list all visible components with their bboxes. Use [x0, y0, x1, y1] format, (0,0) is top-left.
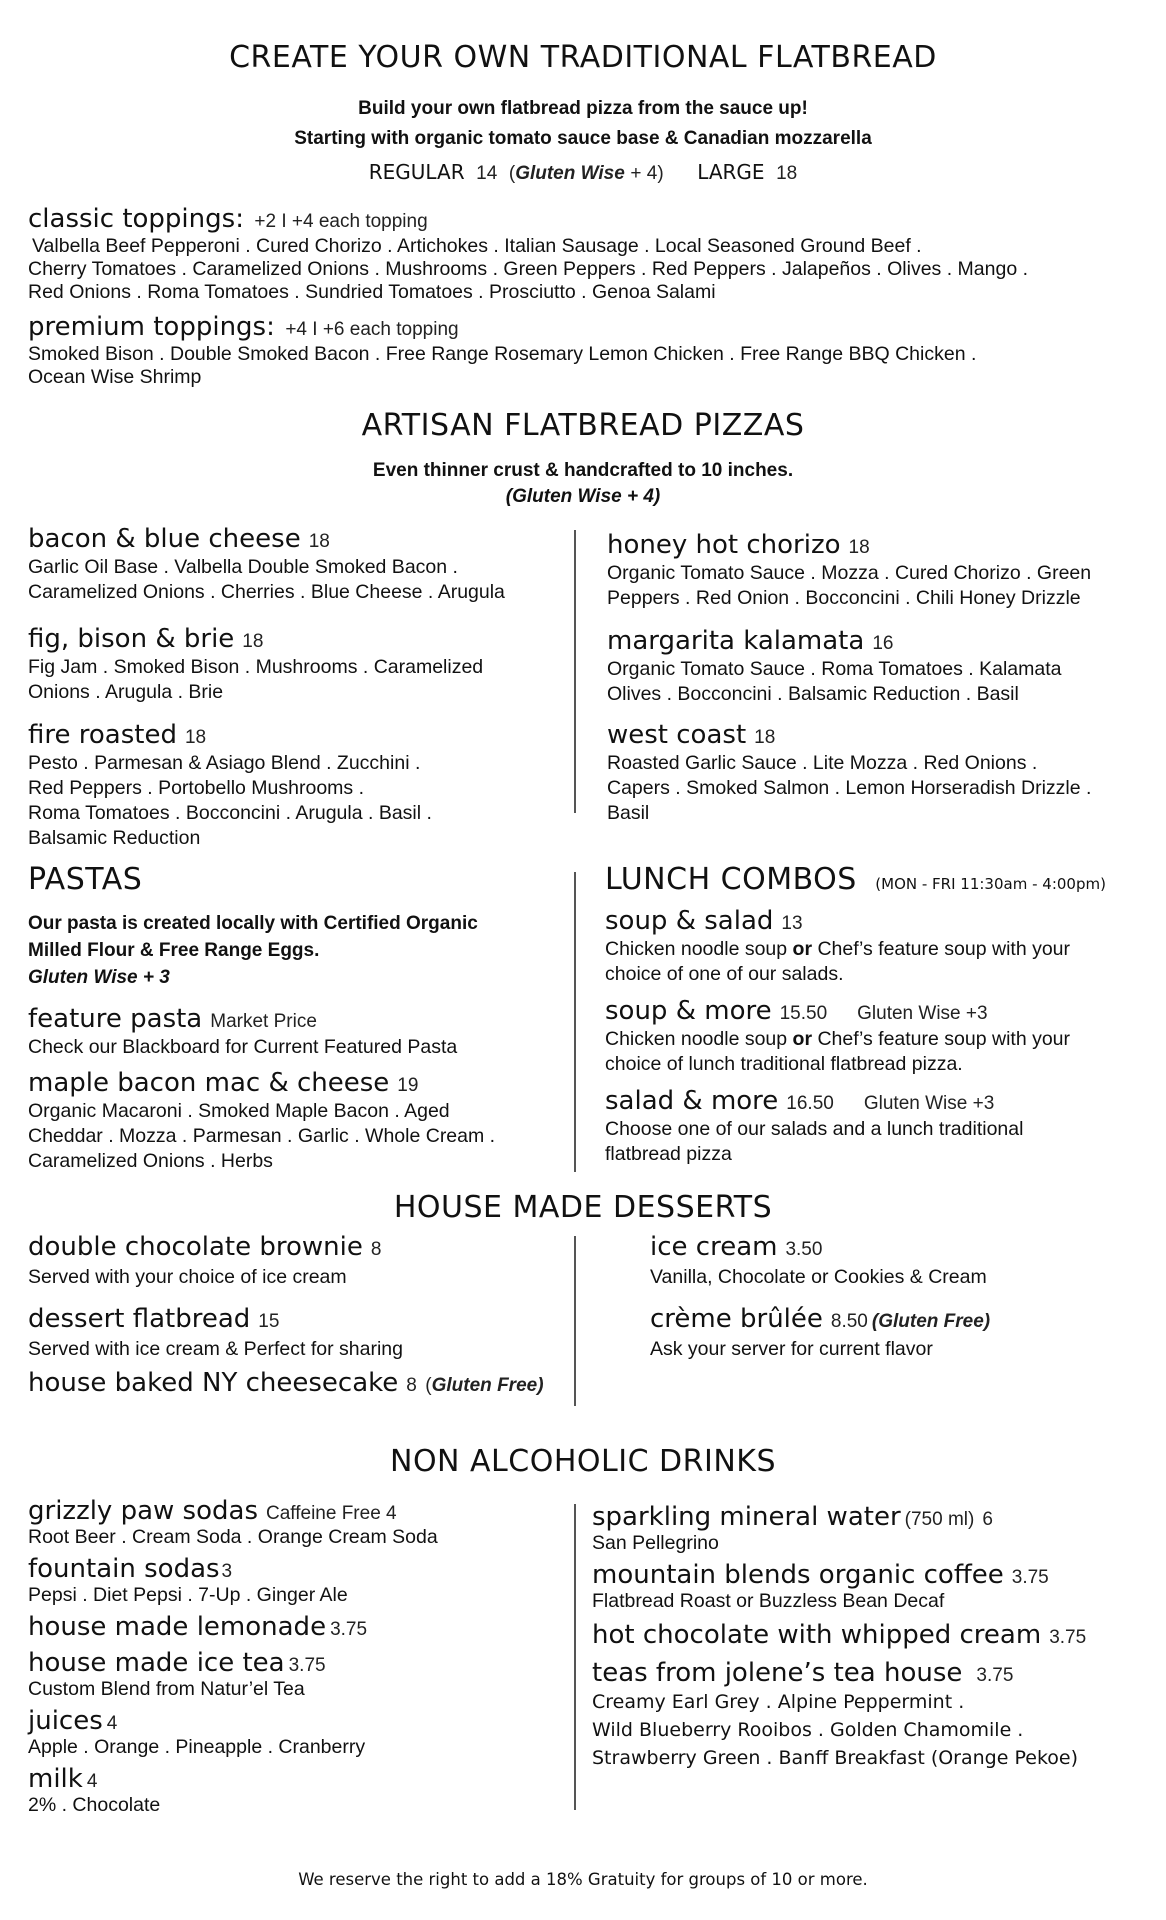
item-price: 18	[754, 727, 776, 748]
item-desc-line: Peppers . Red Onion . Bocconcini . Chili Honey Drizzle	[607, 587, 1081, 609]
classic-line-3: Red Onions . Roma Tomatoes . Sundried Tomatoes . Prosciutto . Genoa Salami	[28, 281, 716, 303]
drink-item-fountain-sodas	[28, 1554, 568, 1612]
lunch-hours: (MON - FRI 11:30am - 4:00pm)	[875, 875, 1106, 893]
item-desc-line: Roasted Garlic Sauce . Lite Mozza . Red Onions .	[607, 752, 1038, 774]
item-desc-line: Strawberry Green . Banff Breakfast (Orange Pekoe)	[592, 1747, 1078, 1769]
drink-item-lemonade	[28, 1612, 568, 1648]
item-price: 3	[221, 1561, 233, 1582]
drink-item-milk	[28, 1764, 568, 1822]
item-desc-line: Olives . Bocconcini . Balsamic Reduction . Basil	[607, 683, 1019, 705]
item-name: mountain blends organic coffee	[592, 1560, 1004, 1590]
item-price: 16.50	[786, 1093, 834, 1114]
premium-toppings-title: premium toppings:	[28, 312, 275, 342]
item-price: 6	[982, 1509, 993, 1530]
item-desc-line: choice of one of our salads.	[605, 963, 844, 985]
item-desc-line: Creamy Earl Grey . Alpine Peppermint .	[592, 1691, 965, 1713]
item-name: soup & more	[605, 996, 772, 1026]
item-desc-line: Garlic Oil Base . Valbella Double Smoked Bacon .	[28, 556, 458, 578]
pasta-item-feature	[28, 1004, 457, 1059]
classic-toppings-title: classic toppings:	[28, 204, 244, 234]
item-desc-line: Apple . Orange . Pineapple . Cranberry	[28, 1736, 366, 1758]
drink-item-juices	[28, 1706, 568, 1764]
item-desc-line: Roma Tomatoes . Bocconcini . Arugula . Basil .	[28, 802, 432, 824]
classic-line-1: Valbella Beef Pepperoni . Cured Chorizo . Artichokes . Italian Sausage . Local Seasoned Ground Beef .	[32, 235, 922, 257]
item-price: 8.50	[830, 1311, 868, 1332]
item-name: milk	[28, 1764, 83, 1794]
item-desc-line: Check our Blackboard for Current Featured Pasta	[28, 1036, 458, 1058]
artisan-subtitle-2: (Gluten Wise + 4)	[505, 486, 661, 507]
item-name: bacon & blue cheese	[28, 524, 301, 554]
item-price: Market Price	[210, 1011, 317, 1032]
item-gluten-free: (Gluten Free)	[871, 1311, 991, 1332]
classic-toppings	[28, 204, 1028, 304]
drink-item-sparkling-water	[592, 1502, 1152, 1560]
drink-item-coffee	[592, 1560, 1152, 1620]
item-desc-line: Organic Tomato Sauce . Mozza . Cured Chorizo . Green	[607, 562, 1092, 584]
pasta-item-mac-cheese	[28, 1068, 495, 1173]
dessert-item-creme-brulee	[650, 1304, 990, 1361]
item-price: 18	[848, 537, 870, 558]
gluten-wise-extra: + 4)	[630, 163, 664, 184]
classic-toppings-prices: +2 I +4 each topping	[254, 211, 428, 232]
lunch-header	[605, 862, 1106, 897]
lunch-item-salad-more	[605, 1086, 1023, 1166]
traditional-subtitle-2: Starting with organic tomato sauce base & Canadian mozzarella	[294, 128, 872, 149]
item-name: fire roasted	[28, 720, 177, 750]
artisan-item-fig-bison	[28, 624, 483, 704]
item-name: hot chocolate with whipped cream	[592, 1620, 1042, 1650]
item-desc-line: Served with your choice of ice cream	[28, 1266, 347, 1288]
item-name: house made ice tea	[28, 1648, 285, 1678]
item-name: ice cream	[650, 1232, 778, 1262]
item-name: dessert flatbread	[28, 1304, 251, 1334]
gratuity-footer: We reserve the right to add a 18% Gratuity for groups of 10 or more.	[298, 1870, 868, 1889]
item-desc-line: Basil	[607, 802, 650, 824]
item-desc-line: Cheddar . Mozza . Parmesan . Garlic . Whole Cream .	[28, 1125, 496, 1147]
item-gluten-free: Gluten Free)	[431, 1375, 544, 1396]
premium-line-1: Smoked Bison . Double Smoked Bacon . Free Range Rosemary Lemon Chicken . Free Range BBQ Chicken .	[28, 343, 977, 365]
pastas-heading: PASTAS	[28, 862, 143, 897]
lunch-item-soup-salad	[605, 906, 1070, 986]
traditional-heading: CREATE YOUR OWN TRADITIONAL FLATBREAD	[229, 40, 937, 75]
item-desc-line: Ask your server for current flavor	[650, 1338, 933, 1360]
item-gluten-note: Gluten Wise +3	[863, 1093, 995, 1114]
item-price: 19	[397, 1075, 419, 1096]
regular-label: REGULAR	[368, 160, 465, 184]
item-desc-part: Chicken noodle soup	[605, 938, 793, 960]
artisan-heading: ARTISAN FLATBREAD PIZZAS	[361, 408, 805, 443]
drink-item-ice-tea	[28, 1648, 568, 1706]
artisan-item-margarita-kalamata	[607, 626, 1062, 706]
drink-item-grizzly-paw	[28, 1496, 568, 1554]
item-price: Caffeine Free 4	[266, 1503, 397, 1524]
desserts-divider	[574, 1236, 576, 1406]
item-name: house made lemonade	[28, 1612, 327, 1642]
dessert-item-flatbread	[28, 1304, 403, 1361]
item-desc-line: Caramelized Onions . Herbs	[28, 1150, 273, 1172]
item-name: grizzly paw sodas	[28, 1496, 258, 1526]
item-desc-line: Wild Blueberry Rooibos . Golden Chamomile .	[592, 1719, 1024, 1741]
item-price: 3.75	[330, 1619, 368, 1640]
item-name: maple bacon mac & cheese	[28, 1068, 390, 1098]
drinks-right-column	[592, 1502, 1152, 1772]
item-gluten-note: Gluten Wise +3	[857, 1003, 988, 1024]
item-desc-line: Root Beer . Cream Soda . Orange Cream Soda	[28, 1526, 438, 1548]
item-price: 8	[370, 1239, 382, 1260]
artisan-subtitle-1: Even thinner crust & handcrafted to 10 inches.	[372, 460, 794, 481]
item-desc-line: flatbread pizza	[605, 1143, 732, 1165]
drinks-left-column	[28, 1496, 568, 1822]
item-price: 18	[184, 727, 207, 748]
item-desc-or: or	[792, 1028, 813, 1050]
item-price: 3.75	[288, 1655, 326, 1676]
item-name: house baked NY cheesecake	[28, 1368, 399, 1398]
gluten-wise-label: Gluten Wise	[515, 163, 625, 184]
item-price: 18	[242, 631, 264, 652]
pastas-gluten-wise: Gluten Wise + 3	[28, 967, 170, 988]
item-desc-line: Capers . Smoked Salmon . Lemon Horseradish Drizzle .	[607, 777, 1092, 799]
item-name: soup & salad	[605, 906, 774, 936]
item-name: honey hot chorizo	[607, 530, 841, 560]
item-name: sparkling mineral water	[592, 1502, 901, 1532]
item-name: juices	[28, 1706, 103, 1736]
item-desc-line: Flatbread Roast or Buzzless Bean Decaf	[592, 1590, 945, 1612]
artisan-item-west-coast	[607, 720, 1091, 825]
drink-item-hot-chocolate	[592, 1620, 1152, 1658]
dessert-item-ice-cream	[650, 1232, 987, 1289]
lunch-item-soup-more	[605, 996, 1070, 1076]
item-price: 3.75	[1049, 1627, 1087, 1648]
item-desc-line: Balsamic Reduction	[28, 827, 201, 849]
item-name: fountain sodas	[28, 1554, 220, 1584]
item-desc-line: Organic Macaroni . Smoked Maple Bacon . Aged	[28, 1100, 450, 1122]
pastas-intro-line: Milled Flour & Free Range Eggs.	[28, 940, 320, 961]
item-desc-line: Fig Jam . Smoked Bison . Mushrooms . Caramelized	[28, 656, 484, 678]
item-desc-line: Caramelized Onions . Cherries . Blue Cheese . Arugula	[28, 581, 505, 603]
drink-item-teas	[592, 1658, 1152, 1772]
item-desc-line: Red Peppers . Portobello Mushrooms .	[28, 777, 364, 799]
item-price: 13	[781, 913, 803, 934]
dessert-item-cheesecake: house baked NY cheesecake 8 (Gluten Free)	[28, 1368, 544, 1398]
large-price: 18	[776, 163, 798, 184]
classic-line-2: Cherry Tomatoes . Caramelized Onions . Mushrooms . Green Peppers . Red Peppers . Jalapeños . Olives . Mango .	[28, 258, 1029, 280]
item-price: 3.75	[976, 1665, 1014, 1686]
item-price: 4	[106, 1713, 118, 1734]
item-price: 15	[258, 1311, 280, 1332]
drinks-divider	[574, 1504, 576, 1810]
size-prices: REGULAR 14 (Gluten Wise + 4) LARGE 18	[368, 160, 798, 184]
item-size: (750 ml)	[904, 1509, 975, 1530]
premium-toppings-prices: +4 I +6 each topping	[285, 319, 459, 340]
item-price: 18	[308, 531, 330, 552]
item-price: 15.50	[779, 1003, 828, 1024]
item-name: feature pasta	[28, 1004, 203, 1034]
item-desc-line: Vanilla, Chocolate or Cookies & Cream	[650, 1266, 987, 1288]
dessert-item-brownie	[28, 1232, 381, 1289]
item-price: 3.50	[785, 1239, 823, 1260]
item-desc-line: Custom Blend from Natur’el Tea	[28, 1678, 305, 1700]
artisan-divider	[574, 530, 576, 813]
item-desc-line: Organic Tomato Sauce . Roma Tomatoes . Kalamata	[607, 658, 1062, 680]
item-price: 4	[86, 1771, 98, 1792]
pastas-intro-line: Our pasta is created locally with Certified Organic	[28, 913, 478, 934]
traditional-subtitle-1: Build your own flatbread pizza from the sauce up!	[358, 98, 808, 119]
item-price: 16	[872, 633, 894, 654]
item-desc-part: Chicken noodle soup	[605, 1028, 793, 1050]
item-name: margarita kalamata	[607, 626, 865, 656]
artisan-item-fire-roasted	[28, 720, 432, 850]
regular-price: 14	[476, 163, 498, 184]
item-name: salad & more	[605, 1086, 779, 1116]
premium-toppings	[28, 312, 976, 389]
item-desc-line: choice of lunch traditional flatbread pizza.	[605, 1053, 963, 1075]
item-desc-line: Pesto . Parmesan & Asiago Blend . Zucchini .	[28, 752, 421, 774]
item-desc-part: Chef’s feature soup with your	[812, 938, 1071, 960]
item-desc-or: or	[792, 938, 813, 960]
premium-line-2: Ocean Wise Shrimp	[28, 366, 202, 388]
item-desc-part: Choose one of our salads and a lunch traditional	[605, 1118, 1024, 1140]
item-name: west coast	[607, 720, 747, 750]
item-desc-line: Pepsi . Diet Pepsi . 7-Up . Ginger Ale	[28, 1584, 348, 1606]
item-desc-line: Served with ice cream & Perfect for sharing	[28, 1338, 403, 1360]
item-name: teas from jolene’s tea house	[592, 1658, 963, 1688]
item-price: 8	[406, 1375, 417, 1396]
drinks-heading: NON ALCOHOLIC DRINKS	[390, 1444, 776, 1479]
item-name: double chocolate brownie	[28, 1232, 363, 1262]
item-name: crème brûlée	[650, 1304, 823, 1334]
large-label: LARGE	[697, 160, 765, 184]
item-desc-line: San Pellegrino	[592, 1532, 719, 1554]
pastas-intro	[28, 910, 478, 991]
artisan-item-bacon-blue	[28, 524, 505, 604]
lunch-heading: LUNCH COMBOS	[605, 862, 857, 897]
item-desc-line: Onions . Arugula . Brie	[28, 681, 224, 703]
item-desc-line: 2% . Chocolate	[28, 1794, 161, 1816]
item-desc-part: Chef’s feature soup with your	[812, 1028, 1071, 1050]
item-name: fig, bison & brie	[28, 624, 235, 654]
artisan-item-honey-hot-chorizo	[607, 530, 1091, 610]
item-price: 3.75	[1011, 1567, 1049, 1588]
pastas-divider	[574, 872, 576, 1172]
desserts-heading: HOUSE MADE DESSERTS	[393, 1190, 773, 1225]
